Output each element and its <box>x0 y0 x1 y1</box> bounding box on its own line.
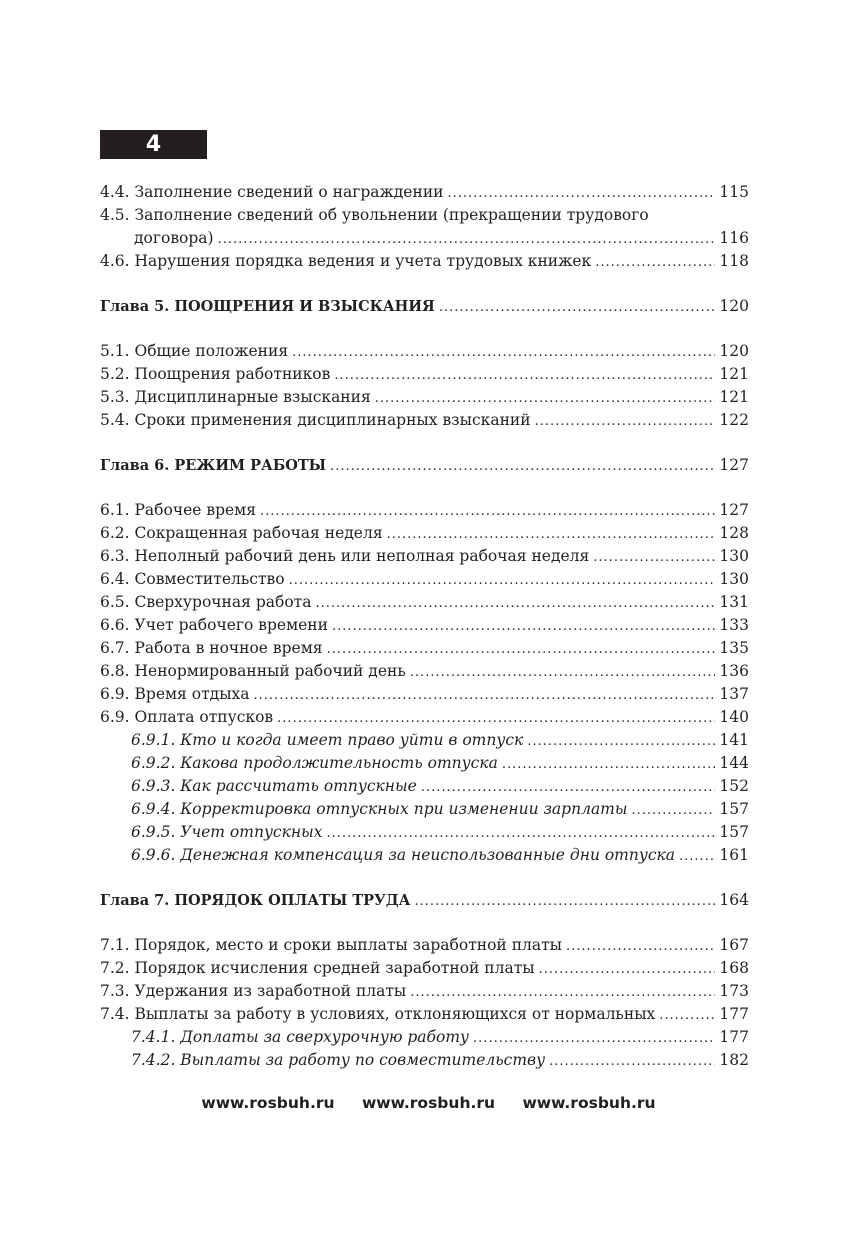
toc-entry-label: 7.4. Выплаты за работу в условиях, отклоняющихся от нормальных <box>100 1005 656 1023</box>
toc-entry-label: 6.9.3. Как рассчитать отпускные <box>131 777 417 795</box>
toc-entry-page: 122 <box>719 411 749 429</box>
toc-entry-page: 157 <box>719 823 749 841</box>
dot-leader <box>549 1050 715 1073</box>
toc-entry-label: 5.4. Сроки применения дисциплинарных взысканий <box>100 411 531 429</box>
toc-entry-page: 127 <box>719 456 749 474</box>
toc-entry[interactable] <box>100 545 749 568</box>
toc-subentry[interactable] <box>100 775 749 798</box>
toc-entry[interactable] <box>100 340 749 363</box>
table-of-contents <box>100 181 749 1072</box>
toc-entry[interactable] <box>100 591 749 614</box>
toc-entry[interactable] <box>100 363 749 386</box>
toc-entry[interactable] <box>100 568 749 591</box>
dot-leader <box>679 845 715 868</box>
toc-subentry[interactable] <box>100 844 749 867</box>
dot-leader <box>659 1004 715 1027</box>
dot-leader <box>421 776 716 799</box>
dot-leader <box>260 500 715 523</box>
toc-entry-label: договора) <box>134 229 214 247</box>
toc-subentry[interactable] <box>100 1049 749 1072</box>
page-number-badge <box>100 130 207 159</box>
toc-entry-page: 177 <box>719 1028 749 1046</box>
toc-entry-page: 140 <box>719 708 749 726</box>
toc-entry-page: 127 <box>719 501 749 519</box>
toc-entry-page: 144 <box>719 754 749 772</box>
toc-entry-page: 141 <box>719 731 749 749</box>
toc-entry-label: 6.9.1. Кто и когда имеет право уйти в отпуск <box>131 731 524 749</box>
toc-entry-page: 128 <box>719 524 749 542</box>
toc-entry-label: 6.9. Время отдыха <box>100 685 250 703</box>
toc-entry[interactable] <box>100 614 749 637</box>
dot-leader <box>254 684 716 707</box>
toc-entry-page: 135 <box>719 639 749 657</box>
toc-entry-page: 130 <box>719 547 749 565</box>
toc-entry[interactable] <box>100 204 749 227</box>
dot-leader <box>327 638 716 661</box>
dot-leader <box>527 730 715 753</box>
toc-entry[interactable] <box>100 980 749 1003</box>
toc-entry-page: 157 <box>719 800 749 818</box>
toc-subentry[interactable] <box>100 1026 749 1049</box>
toc-entry-page: 120 <box>719 342 749 360</box>
toc-entry-page: 173 <box>719 982 749 1000</box>
toc-entry[interactable] <box>100 499 749 522</box>
toc-entry-page: 177 <box>719 1005 749 1023</box>
toc-entry-page: 120 <box>719 297 749 315</box>
dot-leader <box>330 455 715 478</box>
toc-entry[interactable] <box>100 522 749 545</box>
footer-link[interactable]: www.rosbuh.ru <box>201 1094 335 1112</box>
footer-link[interactable]: www.rosbuh.ru <box>361 1094 496 1112</box>
toc-entry-page: 121 <box>719 388 749 406</box>
toc-entry-label: 6.2. Сокращенная рабочая неделя <box>100 524 383 542</box>
dot-leader <box>315 592 715 615</box>
toc-entry[interactable] <box>100 250 749 273</box>
toc-entry-label: 5.2. Поощрения работников <box>100 365 331 383</box>
toc-entry-page: 168 <box>719 959 749 977</box>
toc-entry-label: Глава 5. ПООЩРЕНИЯ И ВЗЫСКАНИЯ <box>100 298 435 315</box>
toc-entry-label: Глава 7. ПОРЯДОК ОПЛАТЫ ТРУДА <box>100 892 411 909</box>
toc-entry-label: 7.4.2. Выплаты за работу по совместительству <box>131 1051 546 1069</box>
toc-entry-page: 182 <box>719 1051 749 1069</box>
dot-leader <box>326 822 715 845</box>
dot-leader <box>334 364 715 387</box>
dot-leader <box>292 341 715 364</box>
toc-entry-continuation[interactable] <box>100 227 749 250</box>
toc-entry-label: 6.3. Неполный рабочий день или неполная рабочая неделя <box>100 547 590 565</box>
toc-entry-page: 161 <box>719 846 749 864</box>
dot-leader <box>387 523 716 546</box>
toc-entry-label: 7.3. Удержания из заработной платы <box>100 982 407 1000</box>
footer-links <box>0 1094 857 1112</box>
toc-entry-page: 137 <box>719 685 749 703</box>
dot-leader <box>502 753 716 776</box>
toc-entry-label: 4.5. Заполнение сведений об увольнении (прекращении трудового <box>100 206 649 224</box>
toc-entry-label: 4.6. Нарушения порядка ведения и учета трудовых книжек <box>100 252 592 270</box>
dot-leader <box>539 958 716 981</box>
toc-entry-page: 167 <box>719 936 749 954</box>
toc-subentry[interactable] <box>100 729 749 752</box>
toc-entry[interactable] <box>100 957 749 980</box>
toc-chapter[interactable] <box>100 454 749 477</box>
footer-link[interactable]: www.rosbuh.ru <box>522 1094 656 1112</box>
dot-leader <box>595 251 715 274</box>
dot-leader <box>277 707 715 730</box>
toc-entry-label: 6.9.5. Учет отпускных <box>131 823 323 841</box>
toc-entry-page: 115 <box>719 183 749 201</box>
dot-leader <box>473 1027 715 1050</box>
toc-entry-label: 6.4. Совместительство <box>100 570 285 588</box>
toc-entry-label: 6.9. Оплата отпусков <box>100 708 274 726</box>
toc-entry-page: 133 <box>719 616 749 634</box>
toc-entry[interactable] <box>100 181 749 204</box>
toc-subentry[interactable] <box>100 821 749 844</box>
toc-entry-label: 6.8. Ненормированный рабочий день <box>100 662 406 680</box>
toc-entry-label: 6.6. Учет рабочего времени <box>100 616 328 634</box>
dot-leader <box>593 546 715 569</box>
toc-chapter[interactable] <box>100 295 749 318</box>
dot-leader <box>566 935 715 958</box>
toc-entry[interactable] <box>100 706 749 729</box>
toc-entry[interactable] <box>100 386 749 409</box>
toc-entry[interactable] <box>100 1003 749 1026</box>
toc-entry-label: Глава 6. РЕЖИМ РАБОТЫ <box>100 457 327 474</box>
toc-entry-page: 131 <box>719 593 749 611</box>
toc-entry[interactable] <box>100 934 749 957</box>
toc-entry-label: 6.9.4. Корректировка отпускных при изменении зарплаты <box>131 800 628 818</box>
dot-leader <box>289 569 716 592</box>
toc-entry-page: 164 <box>719 891 749 909</box>
dot-leader <box>535 410 716 433</box>
dot-leader <box>218 228 716 251</box>
toc-entry-page: 118 <box>719 252 749 270</box>
dot-leader <box>632 799 716 822</box>
dot-leader <box>447 182 715 205</box>
page-number: 4 <box>145 132 162 157</box>
toc-entry-label: 6.9.2. Какова продолжительность отпуска <box>131 754 498 772</box>
toc-entry-label: 6.1. Рабочее время <box>100 501 257 519</box>
dot-leader <box>410 661 716 684</box>
dot-leader <box>439 296 716 319</box>
toc-entry-label: 6.5. Сверхурочная работа <box>100 593 312 611</box>
toc-entry-page: 116 <box>719 229 749 247</box>
toc-entry-page: 121 <box>719 365 749 383</box>
dot-leader <box>410 981 715 1004</box>
toc-subentry[interactable] <box>100 752 749 775</box>
toc-entry-page: 152 <box>719 777 749 795</box>
toc-entry-label: 7.2. Порядок исчисления средней заработной платы <box>100 959 535 977</box>
toc-entry-page: 130 <box>719 570 749 588</box>
toc-entry-label: 7.4.1. Доплаты за сверхурочную работу <box>131 1028 470 1046</box>
dot-leader <box>375 387 716 410</box>
toc-entry-label: 4.4. Заполнение сведений о награждении <box>100 183 444 201</box>
toc-chapter[interactable] <box>100 889 749 912</box>
toc-entry[interactable] <box>100 683 749 706</box>
toc-entry-page: 136 <box>719 662 749 680</box>
toc-entry[interactable] <box>100 637 749 660</box>
toc-entry-label: 6.7. Работа в ночное время <box>100 639 323 657</box>
toc-subentry[interactable] <box>100 798 749 821</box>
toc-entry[interactable] <box>100 409 749 432</box>
toc-entry-label: 6.9.6. Денежная компенсация за неиспользованные дни отпуска <box>131 846 676 864</box>
toc-entry-label: 5.3. Дисциплинарные взыскания <box>100 388 371 406</box>
toc-entry-label: 5.1. Общие положения <box>100 342 289 360</box>
toc-entry[interactable] <box>100 660 749 683</box>
dot-leader <box>332 615 715 638</box>
dot-leader <box>415 890 716 913</box>
toc-entry-label: 7.1. Порядок, место и сроки выплаты заработной платы <box>100 936 563 954</box>
